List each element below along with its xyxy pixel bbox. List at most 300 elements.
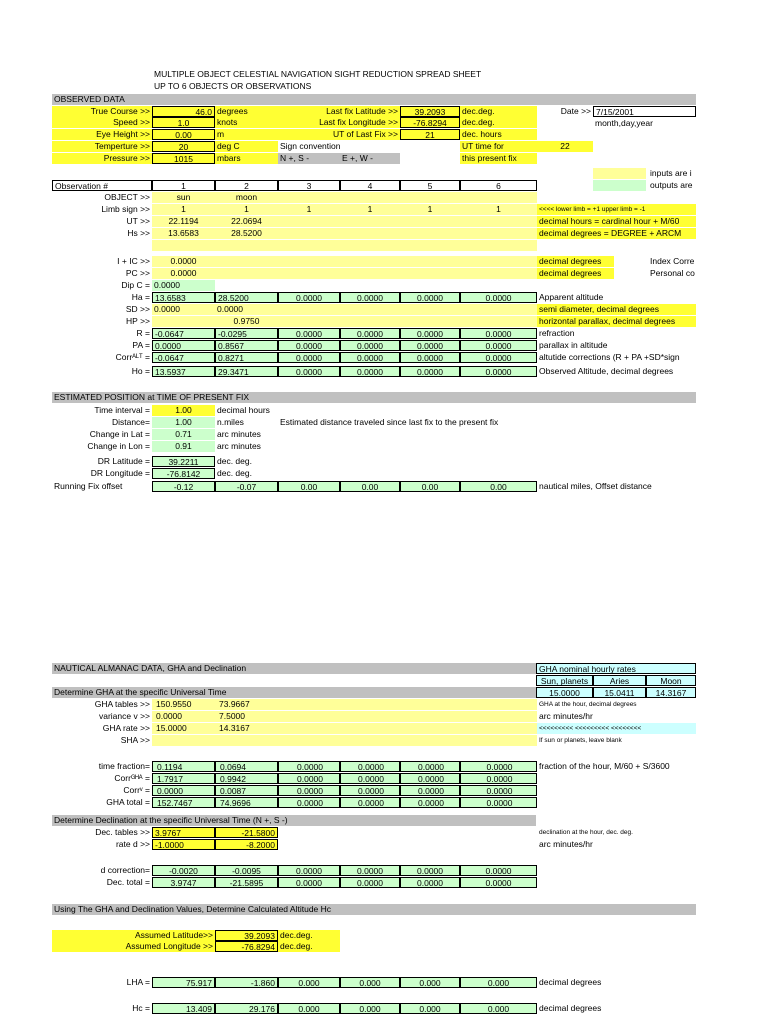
dec-total-cell-2: -21.5895 xyxy=(215,877,278,888)
sd-cell-4[interactable] xyxy=(340,304,400,315)
lha-cell-2: -1.860 xyxy=(215,977,278,988)
dr-latitude-value: 39.2211 xyxy=(152,456,215,467)
running-fix-cell-3: 0.00 xyxy=(278,481,340,492)
sha-cell-3[interactable] xyxy=(278,735,340,746)
index-correction-cell-5[interactable] xyxy=(400,256,460,267)
observation-number-cell-5: 5 xyxy=(400,180,460,191)
ho-cell-1: 13.5937 xyxy=(152,366,215,377)
rate-val-2: 15.0411 xyxy=(593,687,646,698)
hc-cell-1: 13.409 xyxy=(152,1003,215,1014)
sheet-title: MULTIPLE OBJECT CELESTIAL NAVIGATION SIGHT REDUCTION SPREAD SHEET xyxy=(154,69,482,79)
lha-cell-1: 75.917 xyxy=(152,977,215,988)
parallax-altitude-label: PA = xyxy=(132,340,150,350)
refraction-cell-1: -0.0647 xyxy=(152,328,215,339)
temperature-unit: deg C xyxy=(215,141,278,152)
gha-tables-cell-3[interactable] xyxy=(278,699,340,710)
note-running-fix: nautical miles, Offset distance xyxy=(539,481,652,491)
distance-note: Estimated distance traveled since last fix to the present fix xyxy=(280,417,499,427)
parallax-altitude-cell-4: 0.0000 xyxy=(340,340,400,351)
ut-cell-2[interactable]: 22.0694 xyxy=(215,216,278,227)
running-fix-cell-2: -0.07 xyxy=(215,481,278,492)
rate-col-2: Aries xyxy=(593,675,646,686)
personal-correction-label: PC >> xyxy=(125,268,150,278)
corr-v-cell-6: 0.0000 xyxy=(460,785,537,796)
corr-v-cell-1: 0.0000 xyxy=(152,785,215,796)
sha-cell-6[interactable] xyxy=(460,735,537,746)
ut-present-fix-label-2: this present fix xyxy=(460,153,537,164)
d-correction-cell-6: 0.0000 xyxy=(460,865,537,876)
ut-label: UT >> xyxy=(126,216,150,226)
dec-total-cell-3: 0.0000 xyxy=(278,877,340,888)
ha-cell-6: 0.0000 xyxy=(460,292,537,303)
note-hp: horizontal parallax, decimal degrees xyxy=(537,316,696,327)
altitude-correction-cell-3: 0.0000 xyxy=(278,352,340,363)
pressure-input[interactable]: 1015 xyxy=(152,153,215,164)
lha-cell-5: 0.000 xyxy=(400,977,460,988)
distance-value: 1.00 xyxy=(152,417,215,428)
blank-cell-4 xyxy=(340,240,400,251)
d-correction-cell-5: 0.0000 xyxy=(400,865,460,876)
corr-v-cell-5: 0.0000 xyxy=(400,785,460,796)
altitude-correction-cell-5: 0.0000 xyxy=(400,352,460,363)
time-fraction-cell-1: 0.1194 xyxy=(152,761,215,772)
hc-cell-4: 0.000 xyxy=(340,1003,400,1014)
sign-convention-label: Sign convention xyxy=(280,141,341,151)
gha-rates-title: GHA nominal hourly rates xyxy=(536,663,696,674)
hc-cell-3: 0.000 xyxy=(278,1003,340,1014)
variance-cell-3[interactable] xyxy=(278,711,340,722)
dip-label: Dip C = xyxy=(121,280,150,290)
dec-tables-cell-1[interactable]: 3.9767 xyxy=(152,827,215,838)
blank-cell-5 xyxy=(400,240,460,251)
assumed-longitude-input[interactable]: -76.8294 xyxy=(215,941,278,952)
personal-correction-cell-5[interactable] xyxy=(400,268,460,279)
legend-outputs-text: outputs are xyxy=(650,180,693,190)
last-fix-latitude-unit: dec.deg. xyxy=(460,106,537,117)
limb-sign-label: Limb sign >> xyxy=(101,204,150,214)
hp-cell-5[interactable] xyxy=(400,316,460,327)
rate-val-1: 15.0000 xyxy=(536,687,593,698)
corr-v-cell-2: 0.0087 xyxy=(215,785,278,796)
hp-label: HP >> xyxy=(126,316,150,326)
gha-tables-cell-1[interactable]: 150.9550 xyxy=(152,699,215,710)
corr-v-label: Corrᵛ = xyxy=(123,785,150,795)
ut-cell-6[interactable] xyxy=(460,216,537,227)
variance-cell-5[interactable] xyxy=(400,711,460,722)
hc-label: Hc = xyxy=(132,1003,150,1013)
limb-sign-cell-5[interactable]: 1 xyxy=(400,204,460,215)
limb-sign-cell-6[interactable]: 1 xyxy=(460,204,537,215)
parallax-altitude-cell-3: 0.0000 xyxy=(278,340,340,351)
personal-correction-cell-3[interactable] xyxy=(278,268,340,279)
ho-cell-2: 29.3471 xyxy=(215,366,278,377)
altitude-correction-cell-4: 0.0000 xyxy=(340,352,400,363)
rate-col-3: Moon xyxy=(646,675,696,686)
hp-cell-6[interactable] xyxy=(460,316,537,327)
lha-cell-6: 0.000 xyxy=(460,977,537,988)
note-ho: Observed Altitude, decimal degrees xyxy=(539,366,674,376)
assumed-latitude-input[interactable]: 39.2093 xyxy=(215,930,278,941)
hs-cell-3[interactable] xyxy=(278,228,340,239)
ut-last-fix-label: UT of Last Fix >> xyxy=(278,129,400,140)
observation-number-cell-6: 6 xyxy=(460,180,537,191)
ut-last-fix-unit: dec. hours xyxy=(460,129,537,140)
running-fix-cell-4: 0.00 xyxy=(340,481,400,492)
ho-label: Ho = xyxy=(131,366,150,376)
note-ha: Apparent altitude xyxy=(539,292,604,302)
rate-d-cell-1[interactable]: -1.0000 xyxy=(152,839,215,850)
sign-convention-ew: E +, W - xyxy=(340,153,400,164)
gha-rate-label: GHA rate >> xyxy=(102,723,150,733)
almanac-header: NAUTICAL ALMANAC DATA, GHA and Declination xyxy=(52,663,536,674)
hp-cell-1[interactable] xyxy=(152,316,215,327)
note-rate: <<<<<<<<< <<<<<<<<< <<<<<<<< xyxy=(537,723,696,734)
sheet-subtitle: UP TO 6 OBJECTS OR OBSERVATIONS xyxy=(154,81,312,91)
calc-altitude-header: Using The GHA and Declination Values, Determine Calculated Altitude Hc xyxy=(52,904,696,915)
sha-cell-5[interactable] xyxy=(400,735,460,746)
ha-cell-2: 28.5200 xyxy=(215,292,278,303)
hc-cell-5: 0.000 xyxy=(400,1003,460,1014)
dr-longitude-unit: dec. deg. xyxy=(217,468,252,478)
refraction-cell-6: 0.0000 xyxy=(460,328,537,339)
ha-cell-3: 0.0000 xyxy=(278,292,340,303)
gha-total-cell-2: 74.9696 xyxy=(215,797,278,808)
lha-cell-3: 0.000 xyxy=(278,977,340,988)
ut-cell-5[interactable] xyxy=(400,216,460,227)
assumed-longitude-unit: dec.deg. xyxy=(278,941,340,952)
note-lha: decimal degrees xyxy=(539,977,602,987)
refraction-cell-3: 0.0000 xyxy=(278,328,340,339)
speed-label: Speed >> xyxy=(52,117,152,128)
note-ic-2: Index Corre xyxy=(650,256,695,266)
running-fix-cell-5: 0.00 xyxy=(400,481,460,492)
blank-cell-1 xyxy=(152,240,215,251)
d-correction-label: d correction= xyxy=(100,865,150,875)
index-correction-cell-1[interactable]: 0.0000 xyxy=(152,256,215,267)
gha-rate-cell-1[interactable]: 15.0000 xyxy=(152,723,215,734)
note-hc: decimal degrees xyxy=(539,1003,602,1013)
dec-total-cell-4: 0.0000 xyxy=(340,877,400,888)
note-r: refraction xyxy=(539,328,575,338)
sd-cell-2[interactable]: 0.0000 xyxy=(215,304,278,315)
ut-present-fix-value[interactable]: 22 xyxy=(537,141,593,152)
gha-tables-cell-5[interactable] xyxy=(400,699,460,710)
observation-number-cell-4: 4 xyxy=(340,180,400,191)
variance-cell-1[interactable]: 0.0000 xyxy=(152,711,215,722)
refraction-cell-4: 0.0000 xyxy=(340,328,400,339)
hs-cell-1[interactable]: 13.6583 xyxy=(152,228,215,239)
index-correction-cell-2[interactable] xyxy=(215,256,278,267)
ho-cell-6: 0.0000 xyxy=(460,366,537,377)
sign-convention-ns: N +, S - xyxy=(278,153,340,164)
last-fix-longitude-unit: dec.deg. xyxy=(460,117,537,128)
corr-gha-cell-5: 0.0000 xyxy=(400,773,460,784)
note-pc-2: Personal co xyxy=(650,268,695,278)
hs-cell-5[interactable] xyxy=(400,228,460,239)
ho-cell-5: 0.0000 xyxy=(400,366,460,377)
limb-sign-cell-2[interactable]: 1 xyxy=(215,204,278,215)
d-correction-cell-3: 0.0000 xyxy=(278,865,340,876)
gha-total-cell-1: 152.7467 xyxy=(152,797,215,808)
limb-sign-cell-1[interactable]: 1 xyxy=(152,204,215,215)
speed-input[interactable]: 1.0 xyxy=(152,117,215,128)
change-lat-value: 0.71 xyxy=(152,429,215,440)
note-sd: semi diameter, decimal degrees xyxy=(537,304,696,315)
last-fix-latitude-input[interactable]: 39.2093 xyxy=(400,106,460,117)
refraction-cell-2: -0.0295 xyxy=(215,328,278,339)
gha-tables-cell-6[interactable] xyxy=(460,699,537,710)
true-course-unit: degrees xyxy=(215,106,278,117)
variance-cell-4[interactable] xyxy=(340,711,400,722)
time-interval-value[interactable]: 1.00 xyxy=(152,405,215,416)
personal-correction-cell-6[interactable] xyxy=(460,268,537,279)
running-fix-cell-1: -0.12 xyxy=(152,481,215,492)
parallax-altitude-cell-2: 0.8567 xyxy=(215,340,278,351)
sd-cell-1[interactable]: 0.0000 xyxy=(152,304,215,315)
observation-number-cell-1: 1 xyxy=(152,180,215,191)
ut-cell-4[interactable] xyxy=(340,216,400,227)
last-fix-latitude-label: Last fix Latitude >> xyxy=(278,106,400,117)
altitude-correction-cell-6: 0.0000 xyxy=(460,352,537,363)
change-lon-label: Change in Lon = xyxy=(87,441,150,451)
blank-cell-2 xyxy=(215,240,278,251)
limb-sign-cell-4[interactable]: 1 xyxy=(340,204,400,215)
variance-cell-6[interactable] xyxy=(460,711,537,722)
sd-cell-3[interactable] xyxy=(278,304,340,315)
rate-d-label: rate d >> xyxy=(115,839,150,849)
dr-longitude-label: DR Longitude = xyxy=(90,468,150,478)
ho-cell-4: 0.0000 xyxy=(340,366,400,377)
observation-number-cell-3: 3 xyxy=(278,180,340,191)
ut-cell-3[interactable] xyxy=(278,216,340,227)
dec-tables-label: Dec. tables >> xyxy=(95,827,150,837)
hs-label: Hs >> xyxy=(127,228,150,238)
gha-tables-label: GHA tables >> xyxy=(94,699,150,709)
pressure-unit: mbars xyxy=(215,153,278,164)
gha-rate-cell-3[interactable] xyxy=(278,723,340,734)
personal-correction-cell-2[interactable] xyxy=(215,268,278,279)
d-correction-cell-2: -0.0095 xyxy=(215,865,278,876)
corr-gha-label: Corrᴳᴴᴬ = xyxy=(114,773,150,783)
altitude-correction-cell-1: -0.0647 xyxy=(152,352,215,363)
dec-total-cell-1: 3.9747 xyxy=(152,877,215,888)
index-correction-label: I + IC >> xyxy=(117,256,150,266)
note-limb: <<<< lower limb = +1 upper limb = -1 xyxy=(537,204,696,215)
gha-rate-cell-5[interactable] xyxy=(400,723,460,734)
ho-cell-3: 0.0000 xyxy=(278,366,340,377)
index-correction-cell-3[interactable] xyxy=(278,256,340,267)
object-cell-1[interactable]: sun xyxy=(152,192,215,203)
corr-gha-cell-4: 0.0000 xyxy=(340,773,400,784)
ha-cell-1: 13.6583 xyxy=(152,292,215,303)
distance-unit: n.miles xyxy=(217,417,244,427)
refraction-cell-5: 0.0000 xyxy=(400,328,460,339)
time-interval-unit: decimal hours xyxy=(217,405,270,415)
time-fraction-cell-2: 0.0694 xyxy=(215,761,278,772)
variance-cell-2[interactable]: 7.5000 xyxy=(215,711,278,722)
hs-cell-4[interactable] xyxy=(340,228,400,239)
dec-total-cell-5: 0.0000 xyxy=(400,877,460,888)
time-fraction-label: time fraction= xyxy=(98,761,150,771)
note-gha: GHA at the hour, decimal degrees xyxy=(539,701,637,708)
note-hs: decimal degrees = DEGREE + ARCM xyxy=(537,228,696,239)
note-pc: decimal degrees xyxy=(537,268,614,279)
object-cell-2[interactable]: moon xyxy=(215,192,278,203)
change-lat-unit: arc minutes xyxy=(217,429,261,439)
dec-total-label: Dec. total = xyxy=(106,877,150,887)
date-label: Date >> xyxy=(560,106,591,116)
change-lat-label: Change in Lat = xyxy=(89,429,150,439)
distance-label: Distance= xyxy=(111,417,150,427)
legend-output-swatch xyxy=(593,180,646,191)
gha-total-cell-6: 0.0000 xyxy=(460,797,537,808)
lha-cell-4: 0.000 xyxy=(340,977,400,988)
true-course-input[interactable]: 46.0 xyxy=(152,106,215,117)
sd-cell-5[interactable] xyxy=(400,304,460,315)
estimated-position-header: ESTIMATED POSITION at TIME OF PRESENT FIX xyxy=(52,392,696,403)
object-cell-4[interactable] xyxy=(340,192,400,203)
ha-cell-5: 0.0000 xyxy=(400,292,460,303)
ut-cell-1[interactable]: 22.1194 xyxy=(152,216,215,227)
assumed-latitude-unit: dec.deg. xyxy=(278,930,340,941)
ha-label: Ha = xyxy=(131,292,150,302)
sd-cell-6[interactable] xyxy=(460,304,537,315)
observation-number-label: Observation # xyxy=(52,180,152,191)
gha-rate-cell-4[interactable] xyxy=(340,723,400,734)
corr-v-cell-3: 0.0000 xyxy=(278,785,340,796)
time-fraction-cell-6: 0.0000 xyxy=(460,761,537,772)
date-format-hint: month,day,year xyxy=(595,118,653,128)
personal-correction-cell-4[interactable] xyxy=(340,268,400,279)
hc-cell-6: 0.000 xyxy=(460,1003,537,1014)
sha-label: SHA >> xyxy=(120,735,150,745)
ut-last-fix-input[interactable]: 21 xyxy=(400,129,460,140)
note-sha: If sun or planets, leave blank xyxy=(539,737,622,744)
d-correction-cell-1: -0.0020 xyxy=(152,865,215,876)
altitude-correction-label: Corrᴬᴸᵀ = xyxy=(115,352,150,362)
note-ic: decimal degrees xyxy=(537,256,614,267)
gha-rate-cell-2[interactable]: 14.3167 xyxy=(215,723,278,734)
ha-cell-4: 0.0000 xyxy=(340,292,400,303)
time-fraction-cell-4: 0.0000 xyxy=(340,761,400,772)
blank-cell-6 xyxy=(460,240,537,251)
corr-v-cell-4: 0.0000 xyxy=(340,785,400,796)
object-label: OBJECT >> xyxy=(104,192,150,202)
eye-height-unit: m xyxy=(215,129,278,140)
assumed-latitude-label: Assumed Latitude>> xyxy=(52,930,215,941)
pressure-label: Pressure >> xyxy=(52,153,152,164)
personal-correction-cell-1[interactable]: 0.0000 xyxy=(152,268,215,279)
speed-unit: knots xyxy=(215,117,278,128)
hp-cell-3[interactable] xyxy=(278,316,340,327)
time-interval-label: Time interval = xyxy=(94,405,150,415)
hs-cell-6[interactable] xyxy=(460,228,537,239)
change-lon-value: 0.91 xyxy=(152,441,215,452)
dip-cell-1: 0.0000 xyxy=(152,280,215,291)
dr-longitude-value: -76.8142 xyxy=(152,468,215,479)
note-corr: altutide corrections (R + PA +SD*sign xyxy=(539,352,680,362)
declination-section-header: Determine Declination at the specific Universal Time (N +, S -) xyxy=(52,815,536,826)
index-correction-cell-6[interactable] xyxy=(460,256,537,267)
observed-data-header: OBSERVED DATA xyxy=(52,94,696,105)
parallax-altitude-cell-5: 0.0000 xyxy=(400,340,460,351)
time-fraction-cell-3: 0.0000 xyxy=(278,761,340,772)
rate-d-cell-2[interactable]: -8.2000 xyxy=(215,839,278,850)
index-correction-cell-4[interactable] xyxy=(340,256,400,267)
note-pa: parallax in altitude xyxy=(539,340,608,350)
hp-cell-2[interactable]: 0.9750 xyxy=(215,316,278,327)
running-fix-cell-6: 0.00 xyxy=(460,481,537,492)
gha-total-cell-3: 0.0000 xyxy=(278,797,340,808)
note-rated: arc minutes/hr xyxy=(539,839,593,849)
eye-height-input[interactable]: 0.00 xyxy=(152,129,215,140)
object-cell-5[interactable] xyxy=(400,192,460,203)
gha-total-label: GHA total = xyxy=(106,797,150,807)
rate-col-1: Sun, planets xyxy=(536,675,593,686)
gha-tables-cell-2[interactable]: 73.9667 xyxy=(215,699,278,710)
date-input[interactable]: 7/15/2001 xyxy=(593,106,696,117)
gha-total-cell-4: 0.0000 xyxy=(340,797,400,808)
observation-number-cell-2: 2 xyxy=(215,180,278,191)
note-ut: decimal hours = cardinal hour + M/60 xyxy=(537,216,696,227)
object-cell-3[interactable] xyxy=(278,192,340,203)
dr-latitude-label: DR Latitude = xyxy=(97,456,150,466)
corr-gha-cell-3: 0.0000 xyxy=(278,773,340,784)
note-tf: fraction of the hour, M/60 + S/3600 xyxy=(539,761,670,771)
legend-inputs-text: inputs are i xyxy=(650,168,692,178)
corr-gha-cell-2: 0.9942 xyxy=(215,773,278,784)
corr-gha-cell-1: 1.7917 xyxy=(152,773,215,784)
true-course-label: True Course >> xyxy=(52,106,152,117)
gha-section-header: Determine GHA at the specific Universal Time xyxy=(52,687,536,698)
sha-cell-4[interactable] xyxy=(340,735,400,746)
sha-cell-1[interactable] xyxy=(152,735,215,746)
limb-sign-cell-3[interactable]: 1 xyxy=(278,204,340,215)
sd-label: SD >> xyxy=(125,304,150,314)
note-dec: declination at the hour, dec. deg. xyxy=(539,829,633,836)
corr-gha-cell-6: 0.0000 xyxy=(460,773,537,784)
blank-cell-3 xyxy=(278,240,340,251)
sha-cell-2[interactable] xyxy=(215,735,278,746)
parallax-altitude-cell-6: 0.0000 xyxy=(460,340,537,351)
note-var: arc minutes/hr xyxy=(539,711,593,721)
altitude-correction-cell-2: 0.8271 xyxy=(215,352,278,363)
eye-height-label: Eye Height >> xyxy=(52,129,152,140)
temperature-label: Temperture >> xyxy=(52,141,152,152)
temperature-input[interactable]: 20 xyxy=(152,141,215,152)
refraction-label: R = xyxy=(136,328,150,338)
last-fix-longitude-input[interactable]: -76.8294 xyxy=(400,117,460,128)
assumed-longitude-label: Assumed Longitude >> xyxy=(52,941,215,952)
dec-tables-cell-2[interactable]: -21.5800 xyxy=(215,827,278,838)
running-fix-label: Running Fix offset xyxy=(54,481,123,491)
hp-cell-4[interactable] xyxy=(340,316,400,327)
last-fix-longitude-label: Last fix Longitude >> xyxy=(278,117,400,128)
d-correction-cell-4: 0.0000 xyxy=(340,865,400,876)
change-lon-unit: arc minutes xyxy=(217,441,261,451)
parallax-altitude-cell-1: 0.0000 xyxy=(152,340,215,351)
gha-tables-cell-4[interactable] xyxy=(340,699,400,710)
hs-cell-2[interactable]: 28.5200 xyxy=(215,228,278,239)
legend-input-swatch xyxy=(593,168,646,179)
ut-present-fix-label: UT time for xyxy=(460,141,537,152)
dr-latitude-unit: dec. deg. xyxy=(217,456,252,466)
lha-label: LHA = xyxy=(126,977,150,987)
rate-val-3: 14.3167 xyxy=(646,687,696,698)
object-cell-6[interactable] xyxy=(460,192,537,203)
gha-rate-cell-6[interactable] xyxy=(460,723,537,734)
variance-label: variance v >> xyxy=(98,711,150,721)
